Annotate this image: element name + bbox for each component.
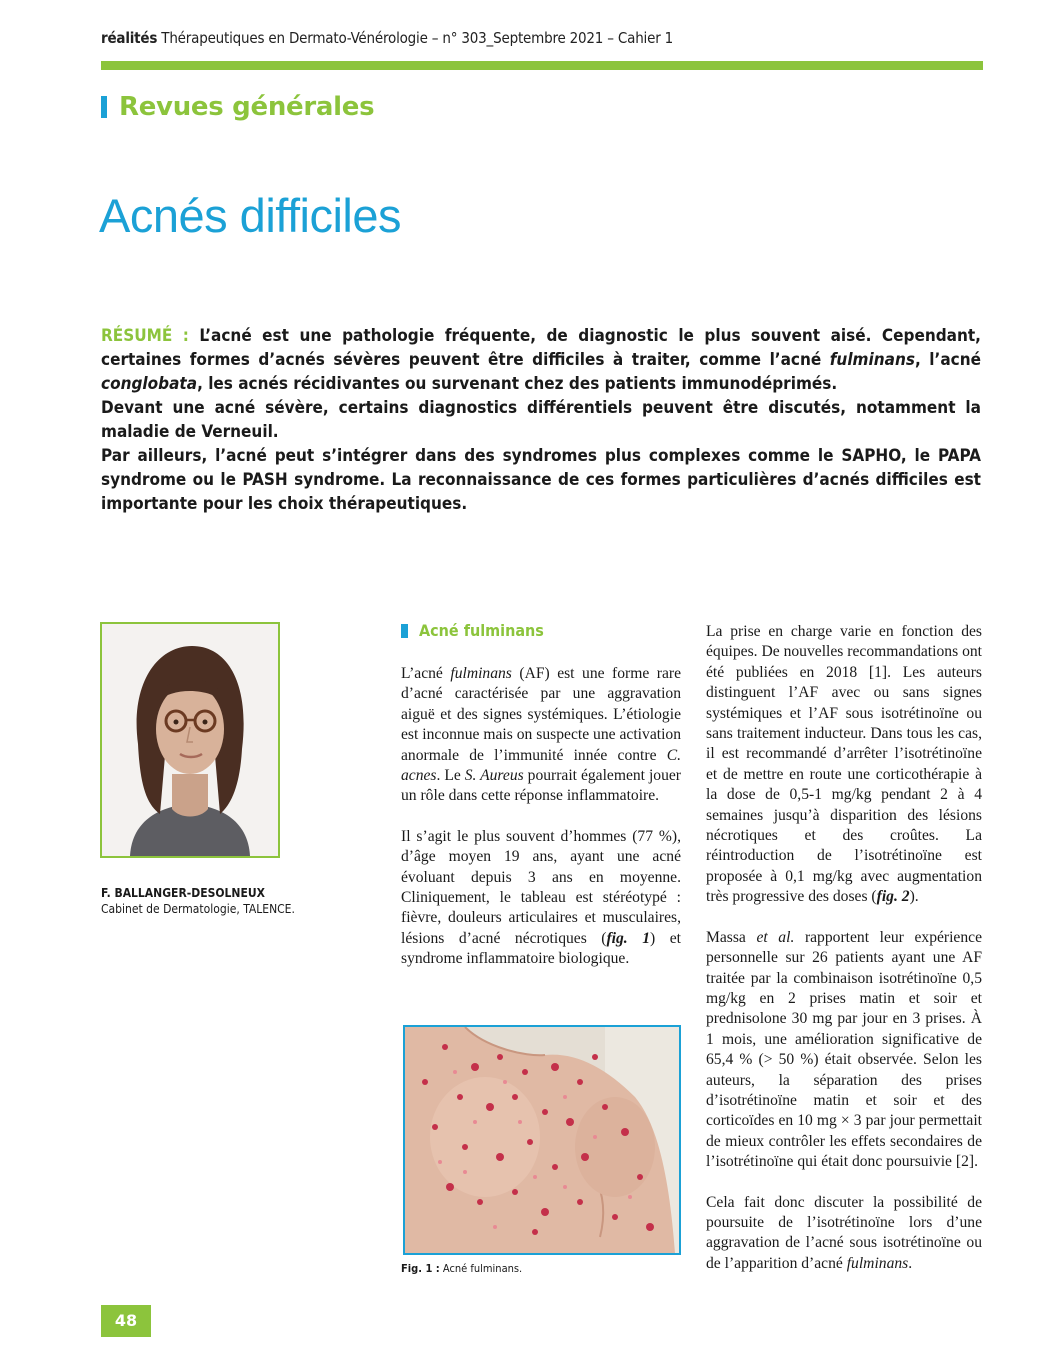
body-italic: et al.: [756, 928, 795, 946]
abstract-italic: fulminans: [829, 350, 915, 370]
body-text: ).: [909, 888, 919, 906]
section-label: [101, 92, 374, 122]
subheading: [401, 621, 544, 640]
body-text: Massa: [706, 928, 757, 946]
body-text: Cela fait donc discuter la possibilité de poursuite de l’isotrétinoïne lors d’une aggravation de l’acné sous isotrétinoïne ou de l’apparition d’acné: [706, 1193, 982, 1272]
figure-1-image: [405, 1027, 679, 1253]
abstract-text: , l’acné: [914, 350, 981, 370]
abstract-paragraph: [101, 324, 981, 396]
body-paragraph: [401, 827, 681, 970]
author-block: [101, 885, 295, 917]
figure-reference: fig. 2: [876, 888, 910, 906]
body-italic: S. Aureus: [464, 767, 524, 785]
journal-name: réalités: [101, 29, 158, 47]
abstract: [101, 324, 981, 516]
issue-info: Thérapeutiques en Dermato-Vénérologie – n° 303_Septembre 2021 – Cahier 1: [157, 29, 674, 47]
body-paragraph: [706, 622, 982, 908]
body-text: .: [908, 1254, 913, 1272]
body-text: (AF) est une forme rare d’acné caractérisée par une aggravation aiguë et des signes systémiques. L’étiologie est inconnue mais on suspecte une activation anormale de l’immunité innée contre: [401, 665, 681, 764]
figure-caption: [401, 1262, 522, 1275]
body-text: . Le: [436, 767, 465, 785]
figure-1: [403, 1025, 681, 1255]
page-number: 48: [101, 1305, 151, 1337]
author-name: F. BALLANGER-DESOLNEUX: [101, 886, 265, 900]
section-bar: [101, 96, 107, 118]
subheading-text: Acné fulminans: [419, 621, 544, 640]
running-header: [101, 29, 981, 47]
body-text: Il s’agit le plus souvent d’hommes (77 %), d’âge moyen 19 ans, ayant une acné évoluant depuis 3 ans en moyenne. Cliniquement, le tableau est stéréotypé : fièvre, douleurs articulaires et musculaires, lésions d’acné nécrotiques (: [401, 827, 681, 947]
abstract-paragraph: Par ailleurs, l’acné peut s’intégrer dans des syndromes plus complexes comme le SAPHO, le PAPA syndrome ou le PASH syndrome. La reconnaissance de ces formes particulières d’acnés difficiles est importante pour les choix thérapeutiques.: [101, 446, 981, 514]
figure-reference: fig. 1: [606, 929, 651, 947]
author-photo: [100, 622, 280, 858]
body-text: L’acné: [401, 665, 451, 682]
caption-text: Acné fulminans.: [439, 1262, 523, 1275]
abstract-text: , les acnés récidivantes ou survenant chez des patients immunodéprimés.: [197, 374, 838, 394]
abstract-keyword: RÉSUMÉ :: [101, 326, 200, 346]
text-column-2: [706, 622, 982, 1294]
author-affiliation: Cabinet de Dermatologie, TALENCE.: [101, 902, 295, 916]
author-portrait-image: [102, 624, 278, 856]
text-column-1: [401, 664, 681, 990]
abstract-text: L’acné est une pathologie fréquente, de diagnostic le plus souvent aisé. Cependant, certaines formes d’acnés sévères peuvent être difficiles à traiter, comme l’acné: [101, 326, 981, 370]
body-italic: fulminans: [846, 1254, 909, 1272]
body-text: La prise en charge varie en fonction des équipes. De nouvelles recommandations ont été publiées en 2018 [1]. Les auteurs distinguent l’AF avec ou sans signes systémiques et l’AF sous isotrétinoïne ou sans traitement inducteur. Dans tous les cas, il est recommandé d’arrêter l’isotrétinoïne et de mettre en route une corticothérapie à la dose de 0,5-1 mg/kg pendant 2 à 4 semaines jusqu’à disparition des lésions nécrotiques et des croûtes. La réintroduction de l’isotrétinoïne est proposée à 0,1 mg/kg avec augmentation très progressive des doses (: [706, 623, 982, 906]
body-italic: C. acnes: [401, 746, 681, 785]
caption-label: Fig. 1 :: [401, 1262, 440, 1275]
body-italic: fulminans: [450, 665, 512, 682]
abstract-italic: conglobata: [101, 374, 198, 394]
subheading-bar: [401, 624, 408, 638]
article-title: Acnés difficiles: [99, 189, 401, 242]
body-paragraph: [401, 664, 681, 807]
section-title: Revues générales: [119, 92, 375, 122]
body-text: pourrait également jouer un rôle dans cette réponse inflammatoire.: [401, 767, 681, 805]
header-rule: [101, 61, 983, 70]
body-text: rapportent leur expérience personnelle sur 26 patients ayant une AF traitée par la combinaison isotrétinoïne 0,5 mg/kg en 2 prises matin et soir et prednisolone 30 mg par jour en 3 prises. À 1 mois, une amélioration significative de 65,4 % (> 50 %) était observée. Selon les auteurs, la séparation des prises d’isotrétinoïne matin et soir et des corticoïdes en 10 mg × 3 par jour permettait de mieux contrôler les effets secondaires de l’isotrétinoïne qui était donc poursuivie [2].: [706, 928, 982, 1171]
body-paragraph: [706, 928, 982, 1173]
body-paragraph: [706, 1193, 982, 1275]
body-text: ) et syndrome inflammatoire biologique.: [401, 929, 681, 968]
abstract-paragraph: Devant une acné sévère, certains diagnostics différentiels peuvent être discutés, notamment la maladie de Verneuil.: [101, 398, 981, 442]
